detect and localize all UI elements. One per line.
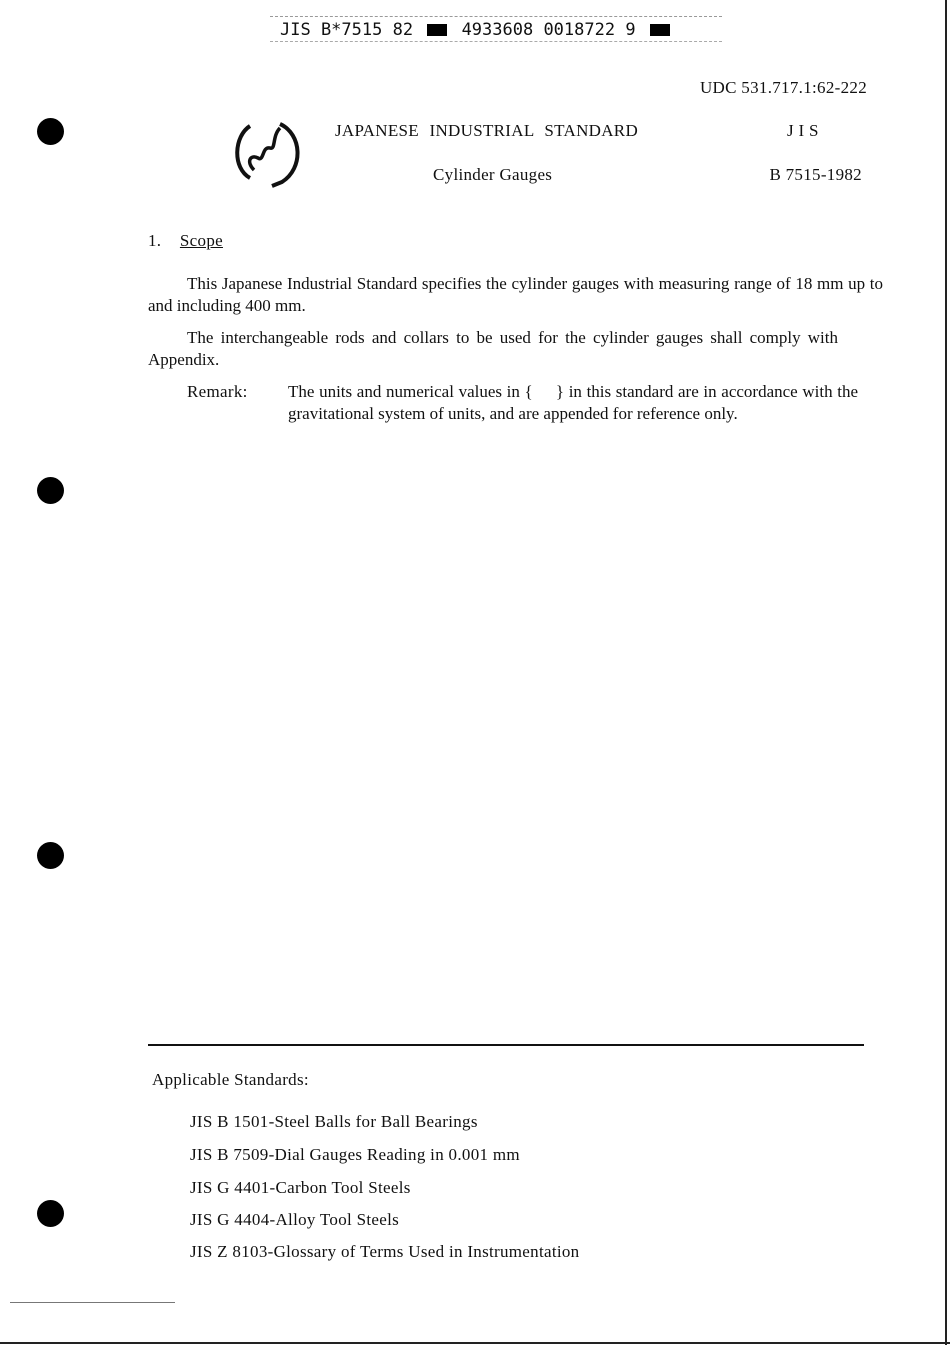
applicable-item: JIS B 1501-Steel Balls for Ball Bearings	[190, 1112, 478, 1131]
header-block-mark	[650, 24, 670, 36]
udc-number: UDC 531.717.1:62-222	[699, 78, 867, 97]
footnote-divider	[148, 1044, 864, 1046]
remark-label: Remark:	[187, 382, 248, 401]
scope-paragraph: This Japanese Industrial Standard specifies the cylinder gauges with measuring range of 18 mm up to and including 400 mm.	[148, 274, 883, 315]
punch-hole	[37, 118, 64, 145]
doc-number: B 7515-1982	[769, 165, 862, 184]
header-code-middle: 4933608 0018722 9	[461, 20, 636, 40]
page-edge-bottom	[0, 1342, 950, 1344]
applicable-item: JIS Z 8103-Glossary of Terms Used in Instrumentation	[190, 1242, 580, 1261]
punch-hole	[37, 1200, 64, 1227]
org-title: JAPANESE INDUSTRIAL STANDARD	[335, 121, 639, 140]
header-code-left: JIS B*7515 82	[280, 20, 414, 40]
jis-logo-icon	[228, 116, 308, 188]
applicable-item: JIS G 4404-Alloy Tool Steels	[190, 1210, 400, 1229]
section-number: 1.	[148, 231, 162, 250]
punch-hole	[37, 477, 64, 504]
jis-mark: J I S	[787, 121, 819, 140]
section-heading	[148, 231, 223, 251]
applicable-item: JIS G 4401-Carbon Tool Steels	[190, 1178, 411, 1197]
scope-paragraph: The interchangeable rods and collars to be used for the cylinder gauges shall comply with Appendix.	[148, 328, 838, 369]
microfilm-header-strip	[270, 16, 722, 42]
scan-mark	[10, 1302, 175, 1303]
section-title: Scope	[179, 231, 223, 250]
header-block-mark	[427, 24, 447, 36]
applicable-item: JIS B 7509-Dial Gauges Reading in 0.001 mm	[190, 1145, 520, 1164]
remark-text: The units and numerical values in { } in this standard are in accordance with the gravitational system of units, and are appended for reference only.	[288, 382, 863, 423]
punch-hole	[37, 842, 64, 869]
doc-title: Cylinder Gauges	[433, 165, 553, 184]
page-edge-right	[945, 0, 947, 1345]
applicable-heading: Applicable Standards:	[152, 1070, 309, 1089]
